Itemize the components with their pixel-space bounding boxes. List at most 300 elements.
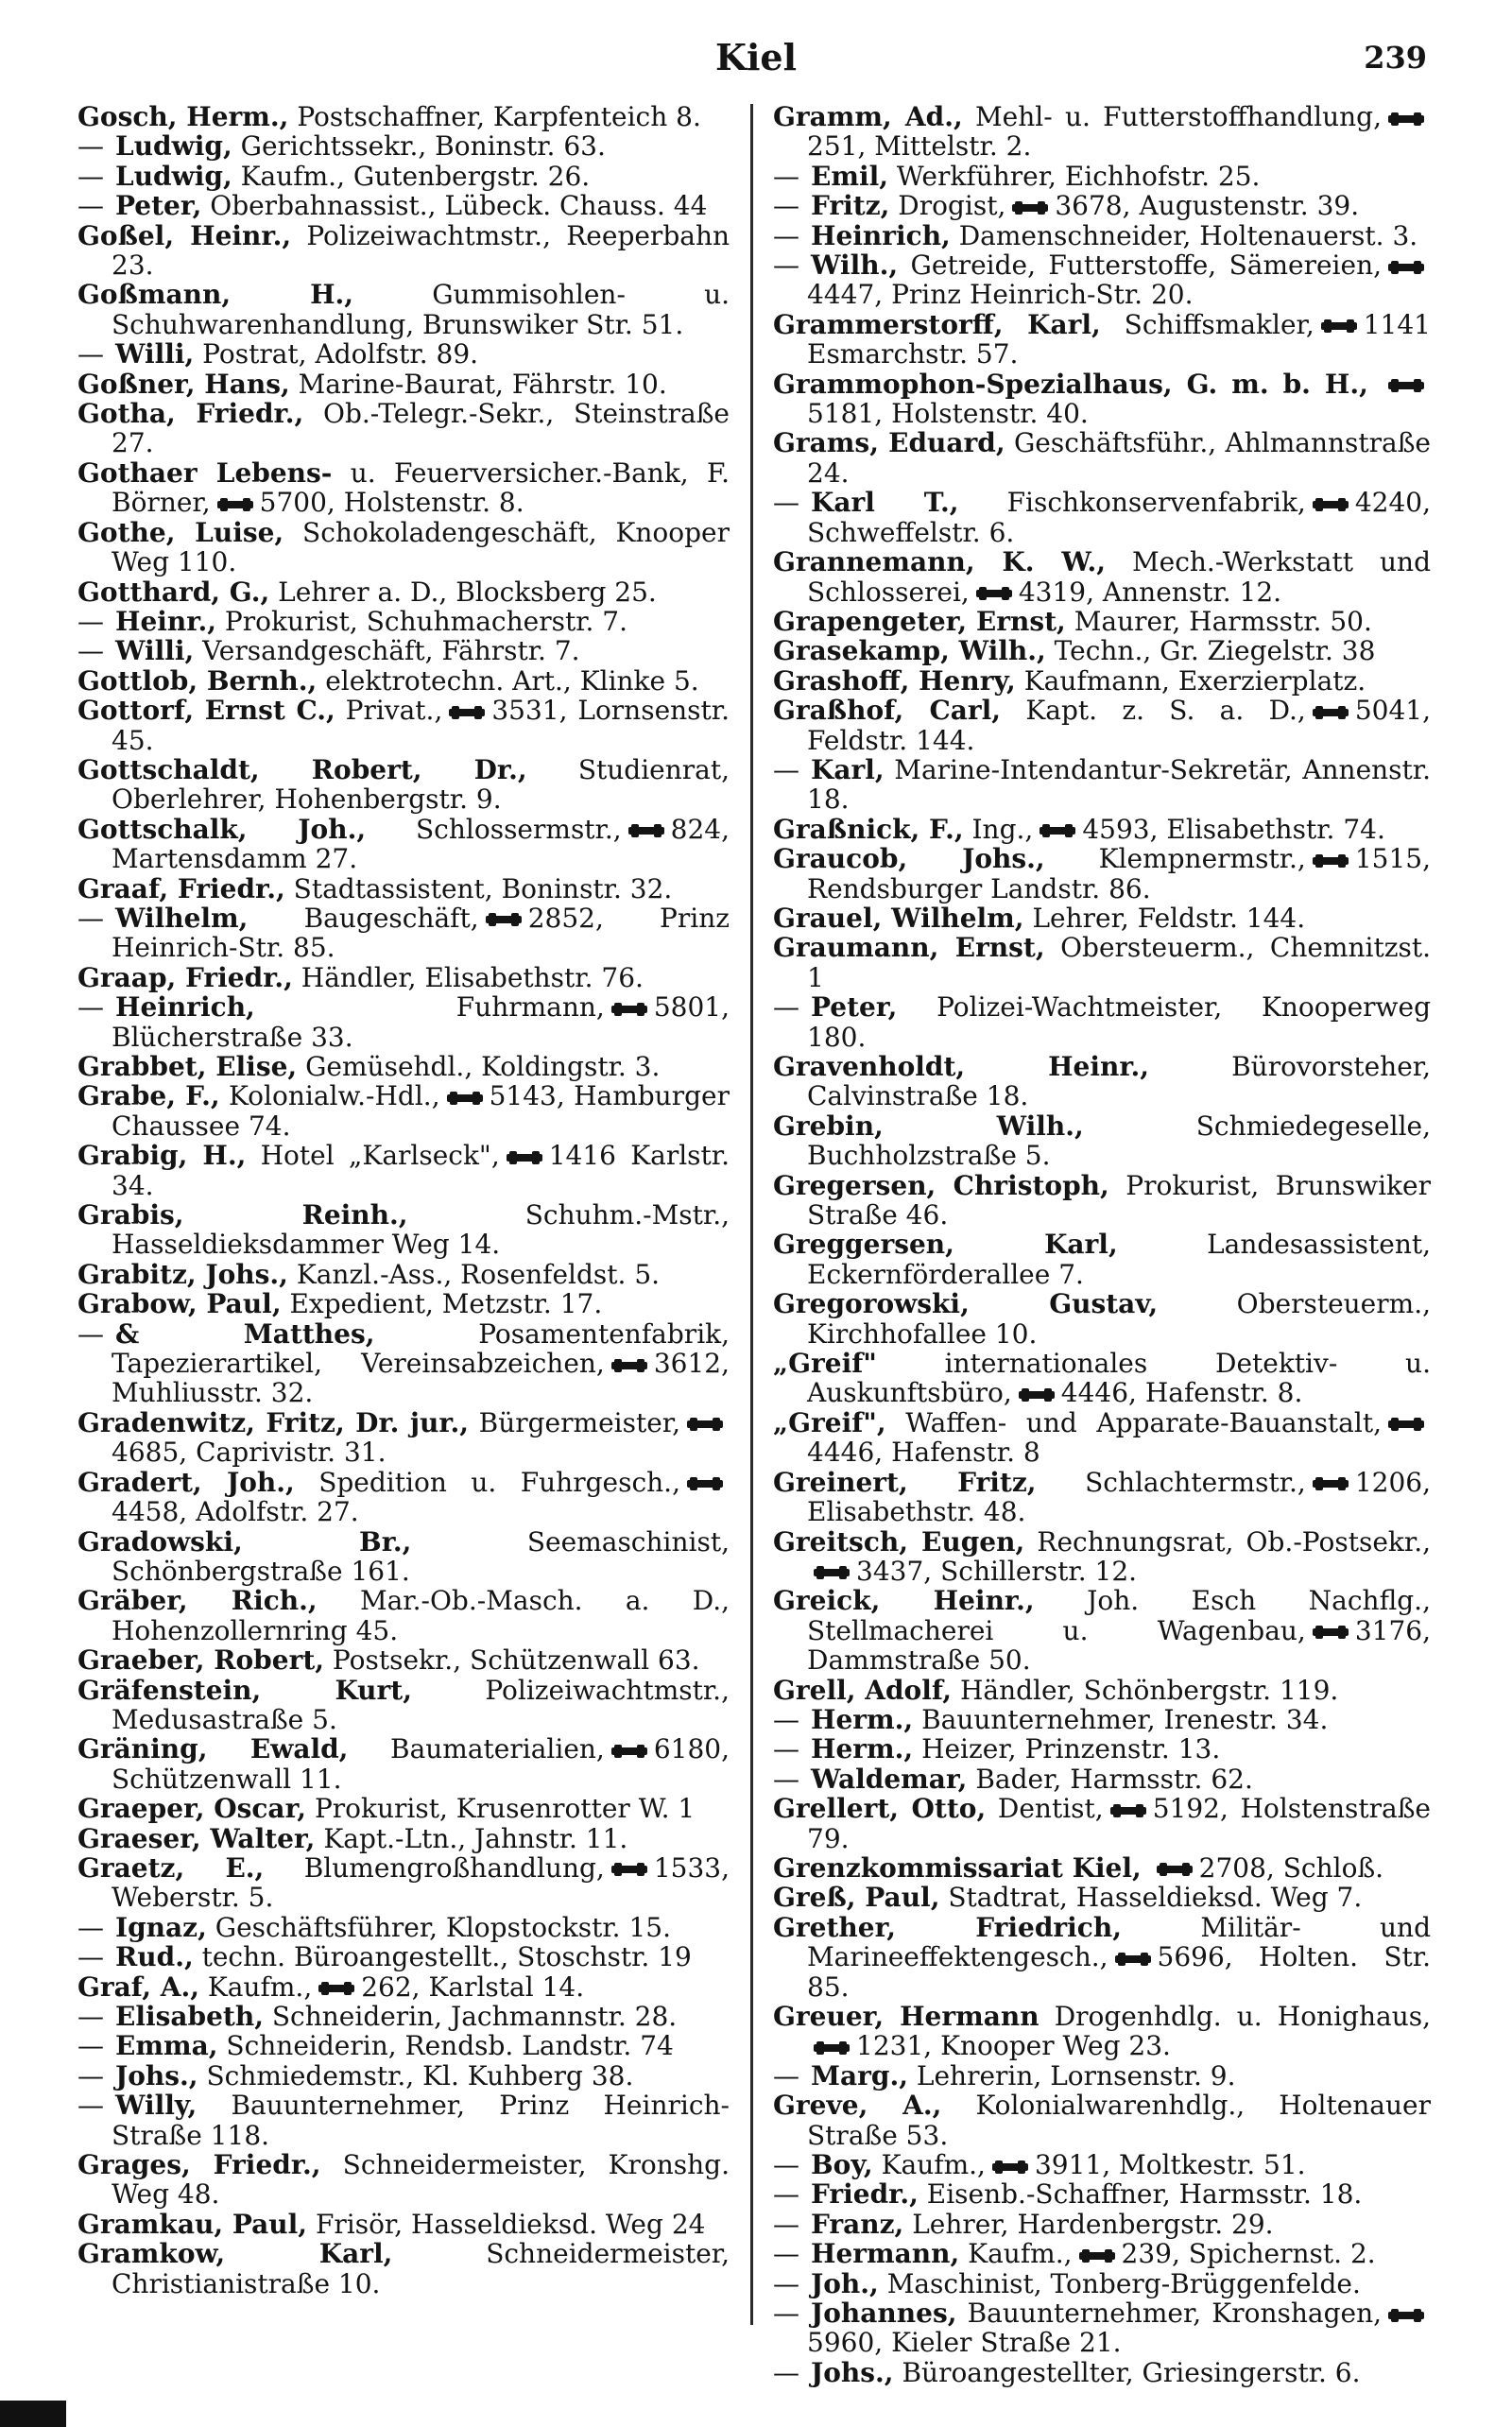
directory-entry (77, 666, 730, 696)
repeat-dash: — (77, 991, 104, 1024)
entry-details: Lehrer, Hardenbergstr. 29. (912, 2208, 1274, 2240)
entry-details: Joh. Esch Nachflg., Stellmacherei u. Wagenbau, (807, 1585, 1431, 1646)
directory-entry (77, 1972, 730, 2002)
directory-entry (77, 2150, 730, 2210)
phone-number: 4446, (1060, 1377, 1137, 1409)
entry-details: Schmiedemstr., Kl. Kuhberg 38. (206, 2059, 634, 2091)
entry-address: Holstenstr. 8. (343, 487, 524, 519)
entry-details: Marine-Baurat, Fährstr. 10. (298, 368, 667, 400)
entry-name: Gradert, Joh., (77, 1466, 295, 1498)
directory-entry (773, 2269, 1431, 2298)
directory-entry (77, 577, 730, 607)
directory-entry (77, 1645, 730, 1675)
entry-details: Hotel „Karlseck", (260, 1140, 500, 1172)
repeat-dash: — (773, 753, 799, 785)
telephone-icon (1387, 2308, 1425, 2323)
phone-number: 1141 (1363, 308, 1431, 340)
directory-entry (773, 815, 1431, 844)
telephone-icon (1312, 705, 1349, 720)
telephone-group (807, 2030, 932, 2061)
directory-entry (773, 1408, 1431, 1468)
entry-details: Frisör, Hasseldieksd. Weg 24 (315, 2208, 706, 2240)
directory-entry (77, 904, 730, 963)
telephone-group (211, 487, 335, 518)
telephone-icon (446, 1091, 484, 1106)
entry-details: Postsekr., Schützenwall 63. (332, 1644, 700, 1677)
entry-name: Grenzkommissariat Kiel, (773, 1851, 1142, 1884)
directory-entry (773, 607, 1431, 636)
telephone-group (622, 814, 730, 845)
phone-number: 3531, (491, 695, 568, 727)
phone-number: 251, (807, 130, 867, 163)
telephone-group (1108, 1941, 1233, 1972)
phone-number: 5960, (807, 2327, 884, 2359)
directory-entry (773, 428, 1431, 488)
entry-name: Grasekamp, Wilh., (773, 635, 1046, 667)
entry-details: Stadtassistent, Boninstr. 32. (293, 872, 673, 904)
telephone-icon (216, 497, 254, 512)
telephone-icon (1387, 112, 1425, 127)
directory-entry (773, 844, 1431, 904)
entry-name: Gotha, Friedr., (77, 398, 304, 430)
entry-details: Expedient, Metzstr. 17. (289, 1288, 603, 1320)
entry-name: Gottschaldt, Robert, Dr., (77, 753, 527, 785)
entry-details: Getreide, Futterstoffe, Sämereien, (910, 250, 1383, 282)
directory-entry (77, 1468, 730, 1527)
directory-entry (773, 250, 1431, 310)
entry-name: Gräfenstein, Kurt, (77, 1674, 412, 1706)
telephone-icon (813, 1565, 850, 1580)
entry-details: Bader, Harmsstr. 62. (975, 1763, 1253, 1795)
repeat-dash: — (773, 2267, 799, 2299)
entry-name: Gottlob, Bernh., (77, 664, 318, 697)
entry-details: Bauunternehmer, Kronshagen, (967, 2298, 1382, 2330)
repeat-dash: — (773, 2178, 799, 2211)
directory-entry (77, 2091, 730, 2150)
repeat-dash: — (77, 1317, 104, 1350)
phone-number: 1206, (1354, 1466, 1431, 1498)
repeat-dash: — (77, 2030, 104, 2062)
entry-details: Prokurist, Brunswiker Straße 46. (807, 1169, 1431, 1231)
directory-entry (773, 2091, 1431, 2150)
entry-address: Annenstr. 12. (1102, 576, 1282, 608)
directory-entry (77, 221, 730, 281)
entry-details: Prokurist, Schuhmacherstr. 7. (224, 605, 628, 637)
entry-name: Heinrich, (811, 219, 951, 251)
entry-name: Gottschalk, Joh., (77, 813, 367, 845)
entry-name: Graßhof, Carl, (773, 695, 1002, 727)
entry-address: Dammstraße 50. (807, 1644, 1031, 1677)
phone-number: 5700, (259, 487, 335, 519)
entry-details: Prokurist, Krusenrotter W. 1 (314, 1793, 696, 1825)
entry-name: Herm., (811, 1733, 914, 1765)
entry-address: Elisabethstr. 48. (807, 1496, 1026, 1528)
telephone-group (1150, 1852, 1275, 1884)
directory-entry (773, 1883, 1431, 1912)
entry-details: Klempnermstr., (1098, 843, 1306, 875)
entry-name: Grannemann, K. W., (773, 546, 1106, 578)
directory-entry (773, 1171, 1431, 1231)
phone-number: 3911, (1034, 2149, 1111, 2181)
entry-details: Büroangestellter, Griesingerstr. 6. (902, 2356, 1361, 2388)
entry-details: Obersteuerm., Chemnitzst. 1 (807, 932, 1431, 993)
entry-name: Gottorf, Ernst C., (77, 695, 335, 727)
directory-entry (77, 1824, 730, 1853)
directory-entry (77, 2239, 730, 2298)
repeat-dash: — (77, 635, 104, 667)
phone-number: 5181, (807, 398, 884, 430)
entry-name: Graaf, Friedr., (77, 872, 285, 904)
directory-entry (77, 636, 730, 665)
phone-number: 3612, (653, 1348, 730, 1380)
entry-details: Maurer, Harmsstr. 50. (1074, 605, 1372, 637)
entry-details: Militär- und Marineeffektengesch., (807, 1911, 1431, 1973)
phone-number: 3437, (856, 1555, 933, 1587)
entry-details: Schneiderin, Jachmannstr. 28. (271, 2001, 678, 2032)
directory-entry (773, 547, 1431, 607)
entry-details: Schuhm.-Mstr., Hasseldieksdammer Weg 14. (112, 1199, 730, 1261)
entry-details: Damenschneider, Holtenauerst. 3. (958, 219, 1418, 251)
directory-entry (773, 2210, 1431, 2239)
entry-address: Martensdamm 27. (112, 843, 358, 875)
entry-address: Mittelstr. 2. (874, 130, 1032, 163)
entry-name: Greitsch, Eugen, (773, 1525, 1025, 1558)
repeat-dash: — (773, 2356, 799, 2388)
repeat-dash: — (773, 1703, 799, 1735)
entry-details: Heizer, Prinzenstr. 13. (921, 1733, 1221, 1765)
entry-address: Hafenstr. 8 (891, 1437, 1040, 1469)
directory-entry (773, 2150, 1431, 2179)
directory-entry (773, 1853, 1431, 1883)
left-column (77, 102, 730, 2298)
entry-name: Johannes, (811, 2298, 957, 2330)
entry-name: Gothaer Lebens- (77, 456, 333, 489)
phone-number: 3678, (1055, 190, 1131, 222)
repeat-dash: — (773, 2149, 799, 2181)
directory-entry (77, 2061, 730, 2091)
phone-number: 4685, (112, 1437, 188, 1469)
directory-entry (773, 2002, 1431, 2061)
entry-details: Waffen- und Apparate-Bauanstalt, (905, 1406, 1382, 1438)
entry-details: Fischkonservenfabrik, (1006, 487, 1306, 519)
entry-address: Moltkestr. 51. (1119, 2149, 1306, 2181)
directory-entry (773, 1734, 1431, 1764)
entry-name: Grams, Eduard, (773, 427, 1005, 459)
telephone-group (1314, 309, 1431, 340)
telephone-icon (1312, 497, 1349, 512)
entry-name: Graap, Friedr., (77, 961, 293, 993)
telephone-icon (1109, 1803, 1147, 1818)
directory-entry (77, 370, 730, 399)
directory-entry (77, 815, 730, 874)
entry-details: Postrat, Adolfstr. 89. (202, 338, 479, 370)
entry-details: Kolonialwarenhdlg., Holtenauer Straße 53. (807, 2090, 1431, 2151)
entry-details: Kaufm., (968, 2238, 1073, 2270)
entry-name: Gräber, Rich., (77, 1585, 318, 1617)
telephone-group (1306, 487, 1431, 518)
entry-name: Johs., (811, 2356, 894, 2388)
telephone-group (1306, 843, 1431, 874)
directory-entry (77, 1913, 730, 1942)
directory-entry (773, 666, 1431, 696)
entry-name: Franz, (811, 2208, 904, 2240)
entry-details: Kanzl.-Ass., Rosenfeldst. 5. (296, 1258, 661, 1290)
entry-details: Kaufm., (207, 1971, 313, 2003)
directory-entry (773, 162, 1431, 191)
entry-details: Eisenb.-Schaffner, Harmsstr. 18. (926, 2178, 1363, 2211)
entry-address: Schloß. (1282, 1851, 1384, 1884)
telephone-group (1012, 1377, 1137, 1408)
entry-name: Waldemar, (811, 1763, 968, 1795)
entry-details: Bauunternehmer, Prinz Heinrich-Straße 118. (112, 2090, 730, 2151)
telephone-group (312, 1971, 420, 2003)
directory-entry (77, 1081, 730, 1141)
entry-name: „Greif" (773, 1348, 877, 1380)
repeat-dash: — (77, 902, 104, 934)
entry-details: Schokoladengeschäft, Knooper Weg 110. (112, 516, 730, 578)
phone-number: 4319, (1018, 576, 1094, 608)
entry-name: Heinrich, (115, 991, 255, 1024)
right-column (773, 102, 1431, 2387)
directory-entry (77, 2031, 730, 2060)
entry-name: Graeber, Robert, (77, 1644, 324, 1677)
repeat-dash: — (773, 219, 799, 251)
directory-entry (77, 1942, 730, 1971)
repeat-dash: — (77, 160, 104, 192)
entry-details: Oberbahnassist., Lübeck. Chauss. 44 (210, 190, 708, 222)
entry-name: Elisabeth, (115, 2001, 264, 2032)
entry-address: Adolfstr. 27. (196, 1496, 359, 1528)
entry-details: Mar.-Ob.-Masch. a. D., Hohenzollernring 45. (112, 1585, 730, 1646)
entry-details: Bürgermeister, (478, 1406, 680, 1438)
entry-details: internationales Detektiv- u. Auskunftsbüro, (807, 1348, 1431, 1409)
repeat-dash: — (773, 1763, 799, 1795)
entry-details: Polizeiwachtmstr., Reeperbahn 23. (112, 219, 730, 282)
entry-details: Obersteuerm., Kirchhofallee 10. (807, 1288, 1431, 1350)
entry-details: Baumaterialien, (390, 1733, 605, 1765)
telephone-icon (1039, 823, 1076, 838)
entry-name: Hermann, (811, 2238, 960, 2270)
entry-details: Rechnungsrat, Ob.-Postsekr., (1037, 1525, 1431, 1558)
entry-name: Graumann, Ernst, (773, 932, 1045, 964)
entry-name: Gramkau, Paul, (77, 2208, 308, 2240)
entry-details: Ing., (971, 813, 1034, 845)
phone-number: 4240, (1354, 487, 1431, 519)
entry-details: Lehrer, Feldstr. 144. (1032, 902, 1306, 934)
entry-address: Kieler Straße 21. (891, 2327, 1122, 2359)
entry-address: Spichernst. 2. (1188, 2238, 1376, 2270)
telephone-group (986, 2149, 1110, 2180)
entry-name: Willi, (115, 338, 195, 370)
entry-name: Gosch, Herm., (77, 101, 289, 132)
telephone-icon (1011, 200, 1049, 215)
directory-entry (77, 696, 730, 755)
repeat-dash: — (773, 2208, 799, 2240)
entry-name: Ludwig, (115, 130, 232, 163)
entry-address: Prinz Heinrich-Str. 85. (112, 902, 730, 964)
directory-entry (77, 102, 730, 131)
entry-name: Karl, (811, 753, 885, 785)
entry-address: Elisabethstr. 74. (1166, 813, 1385, 845)
entry-details: Bauunternehmer, Irenestr. 34. (921, 1703, 1329, 1735)
telephone-icon (318, 1981, 355, 1996)
telephone-icon (1156, 1862, 1194, 1877)
entry-name: Graeser, Walter, (77, 1822, 316, 1854)
telephone-icon (610, 1744, 648, 1759)
repeat-dash: — (773, 190, 799, 222)
entry-name: Grabe, F., (77, 1080, 220, 1112)
page-header-city: Kiel (714, 36, 798, 78)
phone-number: 262, (361, 1971, 421, 2003)
telephone-group (1306, 695, 1431, 726)
entry-details: Geschäftsführ., Ahlmannstraße 24. (807, 427, 1431, 489)
entry-name: Graucob, Johs., (773, 843, 1045, 875)
directory-entry (773, 2239, 1431, 2268)
entry-name: Greß, Paul, (773, 1882, 940, 1914)
telephone-group (970, 577, 1094, 608)
directory-entry (773, 1586, 1431, 1675)
entry-name: Gradenwitz, Fritz, Dr. jur., (77, 1406, 470, 1438)
directory-entry (773, 1468, 1431, 1527)
column-divider (750, 104, 753, 2325)
directory-entry (773, 488, 1431, 547)
telephone-icon (1312, 1625, 1349, 1640)
entry-details: Schiffsmakler, (1124, 308, 1314, 340)
directory-entry (773, 992, 1431, 1052)
repeat-dash: — (77, 1911, 104, 1943)
directory-entry (77, 339, 730, 369)
directory-entry (773, 2298, 1431, 2358)
telephone-group (1005, 190, 1130, 221)
repeat-dash: — (77, 2059, 104, 2091)
entry-details: Gummisohlen- u. Schuhwarenhandlung, Brunswiker Str. 51. (112, 279, 730, 340)
phone-number: 4593, (1082, 813, 1159, 845)
repeat-dash: — (77, 2090, 104, 2122)
telephone-group (807, 1556, 932, 1587)
entry-address: Caprivistr. 31. (196, 1437, 387, 1469)
entry-address: Hafenstr. 8. (1144, 1377, 1303, 1409)
directory-entry (77, 1141, 730, 1200)
entry-details: Studienrat, Oberlehrer, Hohenbergstr. 9. (112, 753, 730, 816)
entry-details: Schlachtermstr., (1085, 1466, 1306, 1498)
telephone-icon (1320, 318, 1358, 334)
entry-name: Gräning, Ewald, (77, 1733, 349, 1765)
telephone-group (442, 695, 567, 726)
entry-name: Ludwig, (115, 160, 232, 192)
phone-number: 5143, (489, 1080, 565, 1112)
entry-name: Willy, (115, 2090, 198, 2122)
telephone-icon (627, 823, 665, 838)
telephone-icon (1312, 1476, 1349, 1491)
directory-entry (773, 191, 1431, 220)
entry-name: Graf, A., (77, 1971, 199, 2003)
directory-entry (77, 280, 730, 339)
telephone-icon (1078, 2248, 1116, 2263)
directory-entry (773, 310, 1431, 370)
telephone-icon (1018, 1387, 1056, 1403)
directory-entry (77, 992, 730, 1052)
entry-details: Schneidermeister, Christianistraße 10. (112, 2238, 730, 2299)
entry-details: Gerichtssekr., Boninstr. 63. (240, 130, 606, 163)
entry-details: Schmiedegeselle, Buchholzstraße 5. (807, 1110, 1431, 1172)
entry-details: Landesassistent, Eckernförderallee 7. (807, 1229, 1432, 1290)
entry-details: Lehrer a. D., Blocksberg 25. (278, 576, 657, 608)
directory-entry (77, 458, 730, 518)
telephone-group (1306, 1467, 1431, 1498)
repeat-dash: — (773, 2238, 799, 2270)
repeat-dash: — (773, 2298, 799, 2330)
entry-details: Stadtrat, Hasseldieksd. Weg 7. (948, 1882, 1363, 1914)
entry-details: Techn., Gr. Ziegelstr. 38 (1054, 635, 1376, 667)
telephone-group (605, 1348, 730, 1379)
telephone-icon (485, 912, 523, 927)
phone-number: 1533, (653, 1851, 730, 1884)
telephone-icon (991, 2160, 1029, 2175)
entry-details: Polizeiwachtmstr., Medusastraße 5. (112, 1674, 730, 1735)
directory-entry (77, 1527, 730, 1587)
directory-entry (773, 755, 1431, 815)
directory-entry (773, 1111, 1431, 1171)
entry-address: Holstenstr. 40. (891, 398, 1089, 430)
repeat-dash: — (77, 2001, 104, 2032)
entry-details: Kolonialw.-Hdl., (229, 1080, 440, 1112)
telephone-icon (610, 1862, 648, 1877)
entry-name: Greggersen, Karl, (773, 1229, 1118, 1261)
entry-address: Prinz Heinrich-Str. 20. (891, 279, 1194, 311)
entry-name: Grapengeter, Ernst, (773, 605, 1066, 637)
entry-address: Schillerstr. 12. (940, 1555, 1138, 1587)
telephone-group (500, 1140, 616, 1171)
telephone-group (479, 903, 604, 934)
entry-name: Rud., (115, 1941, 194, 1973)
entry-name: Ignaz, (115, 1911, 207, 1943)
entry-details: Maschinist, Tonberg-Brüggenfelde. (886, 2267, 1361, 2299)
directory-entry (773, 2179, 1431, 2209)
directory-entry (77, 1676, 730, 1735)
telephone-group (1073, 2238, 1180, 2269)
entry-details: Fuhrmann, (455, 991, 605, 1024)
phone-number: 2852, (527, 902, 604, 934)
repeat-dash: — (77, 338, 104, 370)
scan-edge-mark (0, 2401, 66, 2427)
directory-entry (77, 1853, 730, 1913)
entry-address: Holten. Str. 85. (807, 1941, 1431, 2003)
telephone-group (1306, 1615, 1431, 1646)
telephone-icon (1387, 378, 1425, 393)
entry-details: Postschaffner, Karpfenteich 8. (297, 101, 701, 132)
telephone-icon (1387, 260, 1425, 275)
entry-name: Gregorowski, Gustav, (773, 1288, 1159, 1320)
entry-details: Bürovorsteher, Calvinstraße 18. (807, 1051, 1431, 1112)
directory-entry (773, 2061, 1431, 2091)
phone-number: 6180, (653, 1733, 730, 1765)
directory-entry (77, 1408, 730, 1468)
directory-entry (773, 2358, 1431, 2387)
telephone-group (440, 1080, 565, 1111)
entry-details: Marine-Intendantur-Sekretär, Annenstr. 18. (807, 753, 1432, 816)
entry-name: Fritz, (811, 190, 890, 222)
directory-entry (77, 1260, 730, 1289)
entry-details: Schneiderin, Rendsb. Landstr. 74 (226, 2030, 674, 2062)
entry-address: Schweffelstr. 6. (807, 516, 1015, 548)
entry-address: Hamburger Chaussee 74. (112, 1080, 730, 1142)
directory-entry (77, 874, 730, 904)
entry-details: Gemüsehdl., Koldingstr. 3. (305, 1051, 661, 1082)
telephone-group (1104, 1793, 1228, 1824)
entry-details: Schneidermeister, Kronshg. Weg 48. (112, 2149, 730, 2211)
entry-name: Grether, Friedrich, (773, 1911, 1122, 1943)
telephone-group (1033, 814, 1158, 845)
